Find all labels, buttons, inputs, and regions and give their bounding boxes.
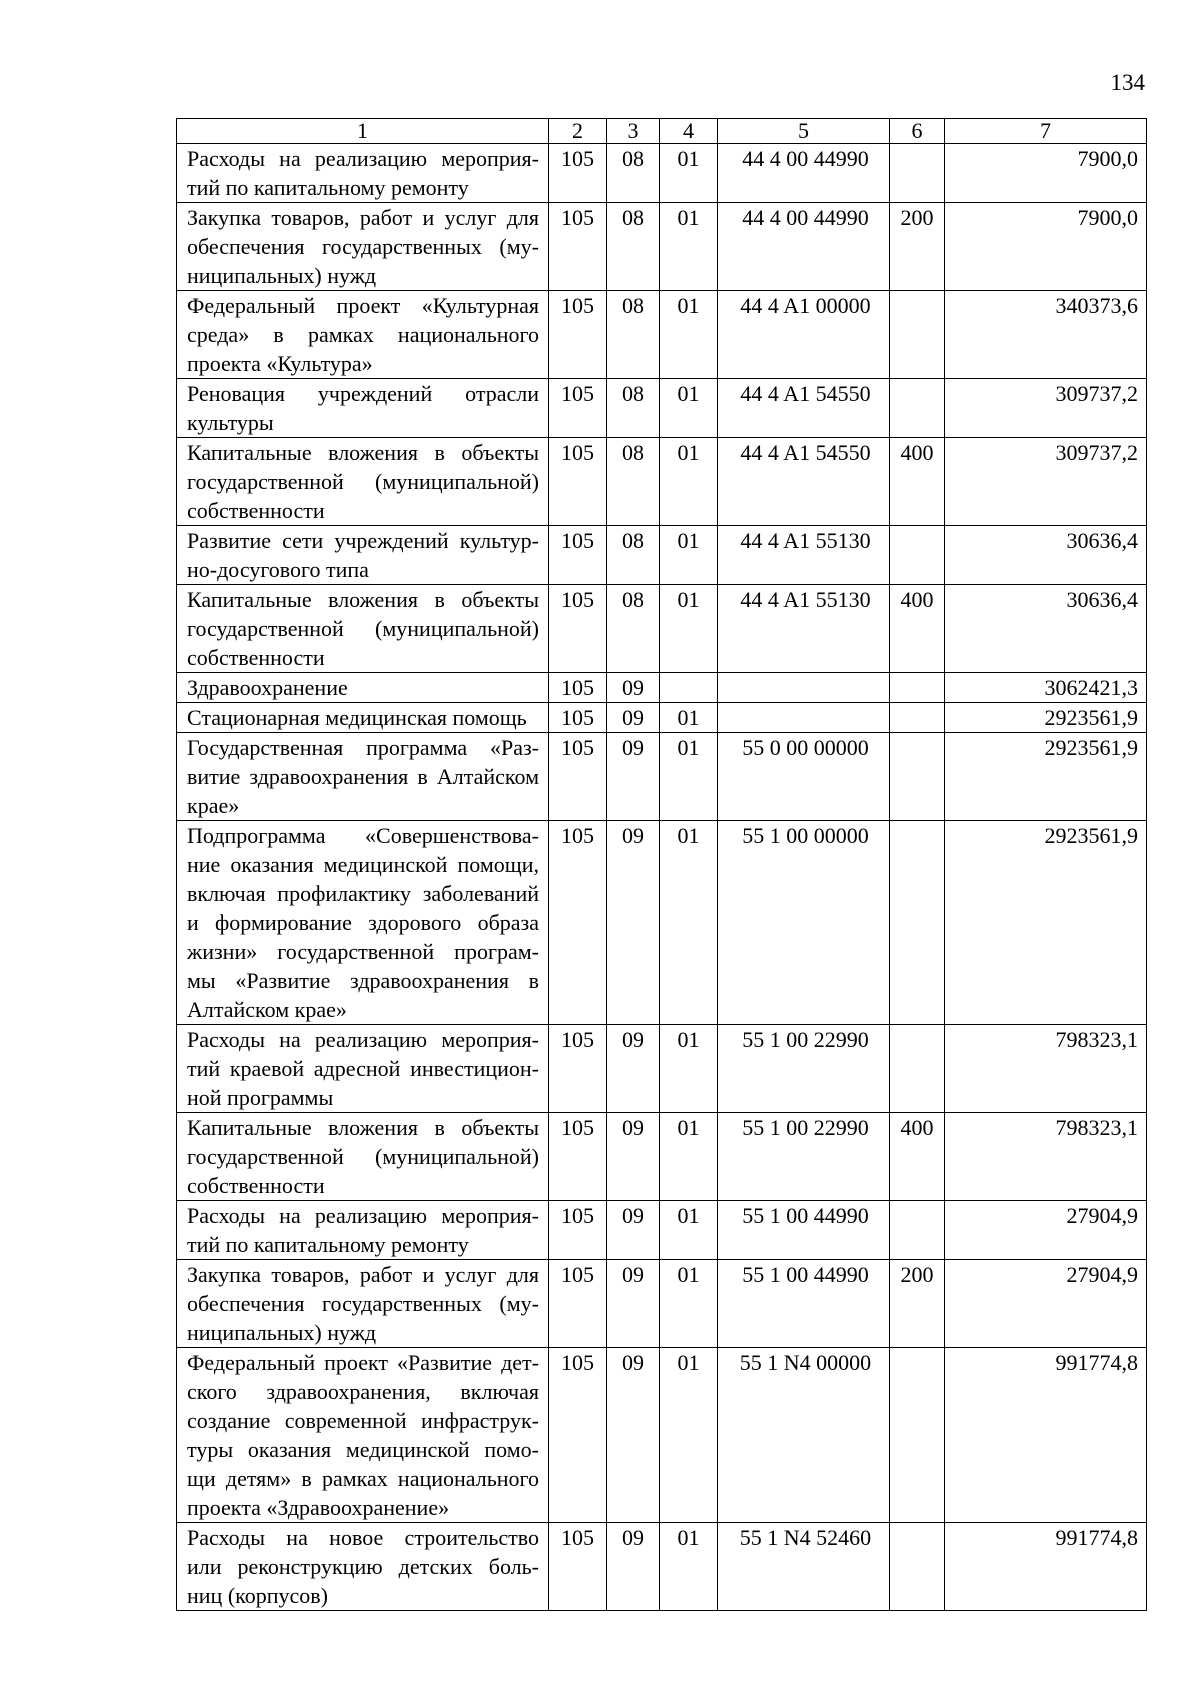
section-code: 105 bbox=[549, 526, 607, 585]
table-row bbox=[177, 821, 1147, 1025]
table-row bbox=[177, 733, 1147, 821]
amount: 798323,1 bbox=[945, 1025, 1147, 1113]
row-description bbox=[177, 379, 549, 438]
description-line: Государственная программа «Раз- bbox=[187, 735, 539, 760]
description-line: собственности bbox=[187, 645, 325, 670]
header-cell-3: 3 bbox=[607, 119, 660, 144]
description-line: Капитальные вложения в объекты bbox=[187, 1115, 539, 1140]
row-description bbox=[177, 291, 549, 379]
expense-type-code bbox=[890, 1523, 945, 1611]
article-code: 01 bbox=[660, 438, 718, 526]
target-article-code: 55 1 N4 00000 bbox=[718, 1348, 890, 1523]
article-code: 01 bbox=[660, 1113, 718, 1201]
header-row bbox=[177, 119, 1147, 144]
description-line: создание современной инфраструк- bbox=[187, 1408, 539, 1433]
description-line: государственной (муниципальной) bbox=[187, 1144, 539, 1169]
description-line: витие здравоохранения в Алтайском bbox=[187, 764, 539, 789]
page-number: 134 bbox=[1110, 70, 1145, 95]
amount: 991774,8 bbox=[945, 1523, 1147, 1611]
header-cell-5: 5 bbox=[718, 119, 890, 144]
subsection-code: 09 bbox=[607, 673, 660, 703]
amount: 340373,6 bbox=[945, 291, 1147, 379]
table-row bbox=[177, 1201, 1147, 1260]
row-description bbox=[177, 1025, 549, 1113]
description-line: проекта «Здравоохранение» bbox=[187, 1495, 450, 1520]
expense-type-code bbox=[890, 703, 945, 733]
subsection-code: 08 bbox=[607, 526, 660, 585]
section-code: 105 bbox=[549, 1201, 607, 1260]
row-description bbox=[177, 1523, 549, 1611]
article-code: 01 bbox=[660, 703, 718, 733]
target-article-code: 55 1 00 22990 bbox=[718, 1025, 890, 1113]
section-code: 105 bbox=[549, 1113, 607, 1201]
expense-type-code: 400 bbox=[890, 585, 945, 673]
amount: 991774,8 bbox=[945, 1348, 1147, 1523]
section-code: 105 bbox=[549, 1025, 607, 1113]
section-code: 105 bbox=[549, 585, 607, 673]
description-line: Подпрограмма «Совершенствова- bbox=[187, 823, 539, 848]
table-row bbox=[177, 673, 1147, 703]
description-line: жизни» государственной програм- bbox=[187, 939, 539, 964]
description-line: ной программы bbox=[187, 1085, 334, 1110]
expense-type-code bbox=[890, 379, 945, 438]
subsection-code: 08 bbox=[607, 585, 660, 673]
amount: 7900,0 bbox=[945, 144, 1147, 203]
header-cell-6: 6 bbox=[890, 119, 945, 144]
article-code: 01 bbox=[660, 526, 718, 585]
header-cell-7: 7 bbox=[945, 119, 1147, 144]
subsection-code: 09 bbox=[607, 1113, 660, 1201]
description-line: среда» в рамках национального bbox=[187, 322, 539, 347]
section-code: 105 bbox=[549, 673, 607, 703]
row-description bbox=[177, 144, 549, 203]
row-description bbox=[177, 1201, 549, 1260]
row-description bbox=[177, 203, 549, 291]
article-code: 01 bbox=[660, 1523, 718, 1611]
table-row bbox=[177, 203, 1147, 291]
description-line: Расходы на реализацию мероприя- bbox=[187, 146, 539, 171]
target-article-code: 44 4 A1 54550 bbox=[718, 379, 890, 438]
section-code: 105 bbox=[549, 733, 607, 821]
expense-type-code bbox=[890, 526, 945, 585]
section-code: 105 bbox=[549, 291, 607, 379]
row-description bbox=[177, 526, 549, 585]
budget-table bbox=[176, 118, 1147, 1611]
target-article-code: 44 4 00 44990 bbox=[718, 203, 890, 291]
row-description bbox=[177, 703, 549, 733]
description-line: ние оказания медицинской помощи, bbox=[187, 852, 539, 877]
description-line: Капитальные вложения в объекты bbox=[187, 587, 539, 612]
amount: 27904,9 bbox=[945, 1260, 1147, 1348]
description-line: государственной (муниципальной) bbox=[187, 469, 539, 494]
target-article-code: 44 4 A1 55130 bbox=[718, 526, 890, 585]
subsection-code: 08 bbox=[607, 438, 660, 526]
description-line: но-досугового типа bbox=[187, 557, 369, 582]
section-code: 105 bbox=[549, 144, 607, 203]
row-description bbox=[177, 821, 549, 1025]
description-line: тий по капитальному ремонту bbox=[187, 1232, 469, 1257]
target-article-code: 44 4 A1 54550 bbox=[718, 438, 890, 526]
article-code: 01 bbox=[660, 144, 718, 203]
description-line: Реновация учреждений отрасли bbox=[187, 381, 539, 406]
amount: 30636,4 bbox=[945, 585, 1147, 673]
expense-type-code bbox=[890, 1201, 945, 1260]
subsection-code: 09 bbox=[607, 1523, 660, 1611]
expense-type-code bbox=[890, 1025, 945, 1113]
subsection-code: 08 bbox=[607, 379, 660, 438]
article-code bbox=[660, 673, 718, 703]
row-description bbox=[177, 438, 549, 526]
section-code: 105 bbox=[549, 1348, 607, 1523]
row-description bbox=[177, 733, 549, 821]
amount: 7900,0 bbox=[945, 203, 1147, 291]
amount: 3062421,3 bbox=[945, 673, 1147, 703]
description-line: крае» bbox=[187, 793, 240, 818]
expense-type-code: 400 bbox=[890, 1113, 945, 1201]
description-line: Развитие сети учреждений культур- bbox=[187, 528, 539, 553]
subsection-code: 08 bbox=[607, 203, 660, 291]
description-line: Расходы на новое строительство bbox=[187, 1525, 539, 1550]
row-description bbox=[177, 1113, 549, 1201]
description-line: тий по капитальному ремонту bbox=[187, 175, 469, 200]
article-code: 01 bbox=[660, 1348, 718, 1523]
description-line: туры оказания медицинской помо- bbox=[187, 1437, 539, 1462]
article-code: 01 bbox=[660, 1260, 718, 1348]
description-line: щи детям» в рамках национального bbox=[187, 1466, 539, 1491]
expense-type-code bbox=[890, 144, 945, 203]
target-article-code: 55 1 00 00000 bbox=[718, 821, 890, 1025]
section-code: 105 bbox=[549, 379, 607, 438]
expense-type-code bbox=[890, 673, 945, 703]
description-line: ского здравоохранения, включая bbox=[187, 1379, 539, 1404]
description-line: ниципальных) нужд bbox=[187, 1320, 377, 1345]
table-row bbox=[177, 1348, 1147, 1523]
description-line: ниц (корпусов) bbox=[187, 1583, 328, 1608]
table-row bbox=[177, 1260, 1147, 1348]
subsection-code: 08 bbox=[607, 144, 660, 203]
table-row bbox=[177, 379, 1147, 438]
table-row bbox=[177, 1523, 1147, 1611]
description-line: Стационарная медицинская помощь bbox=[187, 705, 527, 730]
expense-type-code: 200 bbox=[890, 203, 945, 291]
article-code: 01 bbox=[660, 585, 718, 673]
amount: 2923561,9 bbox=[945, 703, 1147, 733]
expense-type-code bbox=[890, 733, 945, 821]
section-code: 105 bbox=[549, 703, 607, 733]
description-line: собственности bbox=[187, 1173, 325, 1198]
description-line: проекта «Культура» bbox=[187, 351, 373, 376]
table-row bbox=[177, 703, 1147, 733]
header-cell-2: 2 bbox=[549, 119, 607, 144]
description-line: тий краевой адресной инвестицион- bbox=[187, 1056, 539, 1081]
description-line: Федеральный проект «Развитие дет- bbox=[187, 1350, 539, 1375]
subsection-code: 09 bbox=[607, 1260, 660, 1348]
description-line: или реконструкцию детских боль- bbox=[187, 1554, 539, 1579]
amount: 2923561,9 bbox=[945, 733, 1147, 821]
target-article-code: 55 1 00 22990 bbox=[718, 1113, 890, 1201]
target-article-code: 44 4 00 44990 bbox=[718, 144, 890, 203]
row-description bbox=[177, 585, 549, 673]
target-article-code: 55 1 00 44990 bbox=[718, 1260, 890, 1348]
row-description bbox=[177, 673, 549, 703]
subsection-code: 09 bbox=[607, 1025, 660, 1113]
amount: 309737,2 bbox=[945, 438, 1147, 526]
table-body bbox=[177, 144, 1147, 1611]
target-article-code: 44 4 A1 55130 bbox=[718, 585, 890, 673]
amount: 798323,1 bbox=[945, 1113, 1147, 1201]
header-cell-1: 1 bbox=[177, 119, 549, 144]
article-code: 01 bbox=[660, 1025, 718, 1113]
target-article-code: 44 4 A1 00000 bbox=[718, 291, 890, 379]
amount: 2923561,9 bbox=[945, 821, 1147, 1025]
target-article-code bbox=[718, 703, 890, 733]
article-code: 01 bbox=[660, 379, 718, 438]
table-row bbox=[177, 144, 1147, 203]
section-code: 105 bbox=[549, 438, 607, 526]
target-article-code: 55 1 N4 52460 bbox=[718, 1523, 890, 1611]
table-row bbox=[177, 438, 1147, 526]
table-row bbox=[177, 1025, 1147, 1113]
target-article-code bbox=[718, 673, 890, 703]
expense-type-code: 400 bbox=[890, 438, 945, 526]
subsection-code: 09 bbox=[607, 1348, 660, 1523]
amount: 309737,2 bbox=[945, 379, 1147, 438]
target-article-code: 55 1 00 44990 bbox=[718, 1201, 890, 1260]
amount: 30636,4 bbox=[945, 526, 1147, 585]
subsection-code: 08 bbox=[607, 291, 660, 379]
description-line: обеспечения государственных (му- bbox=[187, 234, 539, 259]
description-line: государственной (муниципальной) bbox=[187, 616, 539, 641]
amount: 27904,9 bbox=[945, 1201, 1147, 1260]
row-description bbox=[177, 1348, 549, 1523]
article-code: 01 bbox=[660, 203, 718, 291]
table-row bbox=[177, 526, 1147, 585]
section-code: 105 bbox=[549, 821, 607, 1025]
expense-type-code bbox=[890, 291, 945, 379]
expense-type-code bbox=[890, 821, 945, 1025]
description-line: ниципальных) нужд bbox=[187, 263, 377, 288]
subsection-code: 09 bbox=[607, 821, 660, 1025]
description-line: Федеральный проект «Культурная bbox=[187, 293, 539, 318]
description-line: обеспечения государственных (му- bbox=[187, 1291, 539, 1316]
expense-type-code bbox=[890, 1348, 945, 1523]
subsection-code: 09 bbox=[607, 703, 660, 733]
description-line: Расходы на реализацию мероприя- bbox=[187, 1203, 539, 1228]
description-line: Закупка товаров, работ и услуг для bbox=[187, 205, 539, 230]
row-description bbox=[177, 1260, 549, 1348]
description-line: Капитальные вложения в объекты bbox=[187, 440, 539, 465]
subsection-code: 09 bbox=[607, 1201, 660, 1260]
article-code: 01 bbox=[660, 821, 718, 1025]
description-line: Закупка товаров, работ и услуг для bbox=[187, 1262, 539, 1287]
header-cell-4: 4 bbox=[660, 119, 718, 144]
table-row bbox=[177, 291, 1147, 379]
section-code: 105 bbox=[549, 1260, 607, 1348]
target-article-code: 55 0 00 00000 bbox=[718, 733, 890, 821]
subsection-code: 09 bbox=[607, 733, 660, 821]
section-code: 105 bbox=[549, 203, 607, 291]
table-row bbox=[177, 1113, 1147, 1201]
description-line: культуры bbox=[187, 410, 274, 435]
article-code: 01 bbox=[660, 733, 718, 821]
article-code: 01 bbox=[660, 1201, 718, 1260]
description-line: Алтайском крае» bbox=[187, 997, 347, 1022]
description-line: и формирование здорового образа bbox=[187, 910, 539, 935]
expense-type-code: 200 bbox=[890, 1260, 945, 1348]
description-line: Расходы на реализацию мероприя- bbox=[187, 1027, 539, 1052]
description-line: Здравоохранение bbox=[187, 675, 348, 700]
description-line: мы «Развитие здравоохранения в bbox=[187, 968, 539, 993]
table-row bbox=[177, 585, 1147, 673]
article-code: 01 bbox=[660, 291, 718, 379]
section-code: 105 bbox=[549, 1523, 607, 1611]
description-line: включая профилактику заболеваний bbox=[187, 881, 539, 906]
description-line: собственности bbox=[187, 498, 325, 523]
